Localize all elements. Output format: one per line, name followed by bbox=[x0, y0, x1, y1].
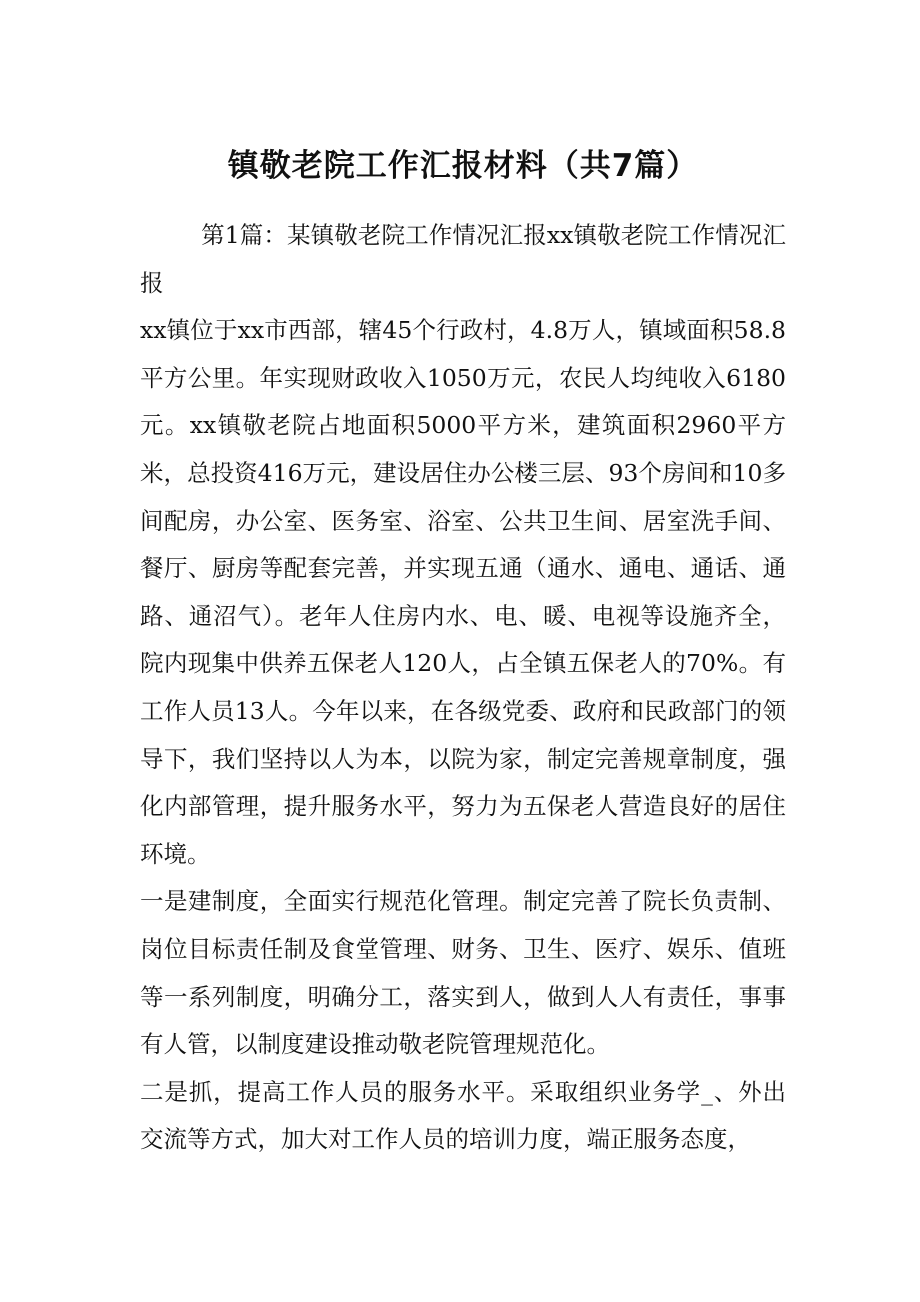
document-title: 镇敬老院工作汇报材料（共7篇） bbox=[227, 148, 699, 184]
paragraph-1: 第1篇：某镇敬老院工作情况汇报xx镇敬老院工作情况汇报 bbox=[140, 221, 786, 297]
paragraph-3: 一是建制度，全面实行规范化管理。制定完善了院长负责制、岗位目标责任制及食堂管理、财务、卫生、医疗、娱乐、值班等一系列制度，明确分工，落实到人，做到人人有责任，事事有人管，以制度建设推动敬老院管理规范化。 bbox=[140, 887, 786, 1059]
document-body bbox=[140, 212, 786, 1164]
paragraph-2: xx镇位于xx市西部，辖45个行政村，4.8万人，镇域面积58.8平方公里。年实现财政收入1050万元，农民人均纯收入6180元。xx镇敬老院占地面积5000平方米，建筑面积2960平方米，总投资416万元，建设居住办公楼三层、93个房间和10多间配房，办公室、医务室、浴室、公共卫生间、居室洗手间、餐厅、厨房等配套完善，并实现五通（通水、通电、通话、通路、通沼气）。老年人住房内水、电、暖、电视等设施齐全，院内现集中供养五保老人120人，占全镇五保老人的70%。有工作人员13人。今年以来，在各级党委、政府和民政部门的领导下，我们坚持以人为本，以院为家，制定完善规章制度，强化内部管理，提升服务水平，努力为五保老人营造良好的居住环境。 bbox=[140, 316, 786, 868]
paragraph-4: 二是抓，提高工作人员的服务水平。采取组织业务学_、外出交流等方式，加大对工作人员的培训力度，端正服务态度， bbox=[140, 1077, 786, 1154]
